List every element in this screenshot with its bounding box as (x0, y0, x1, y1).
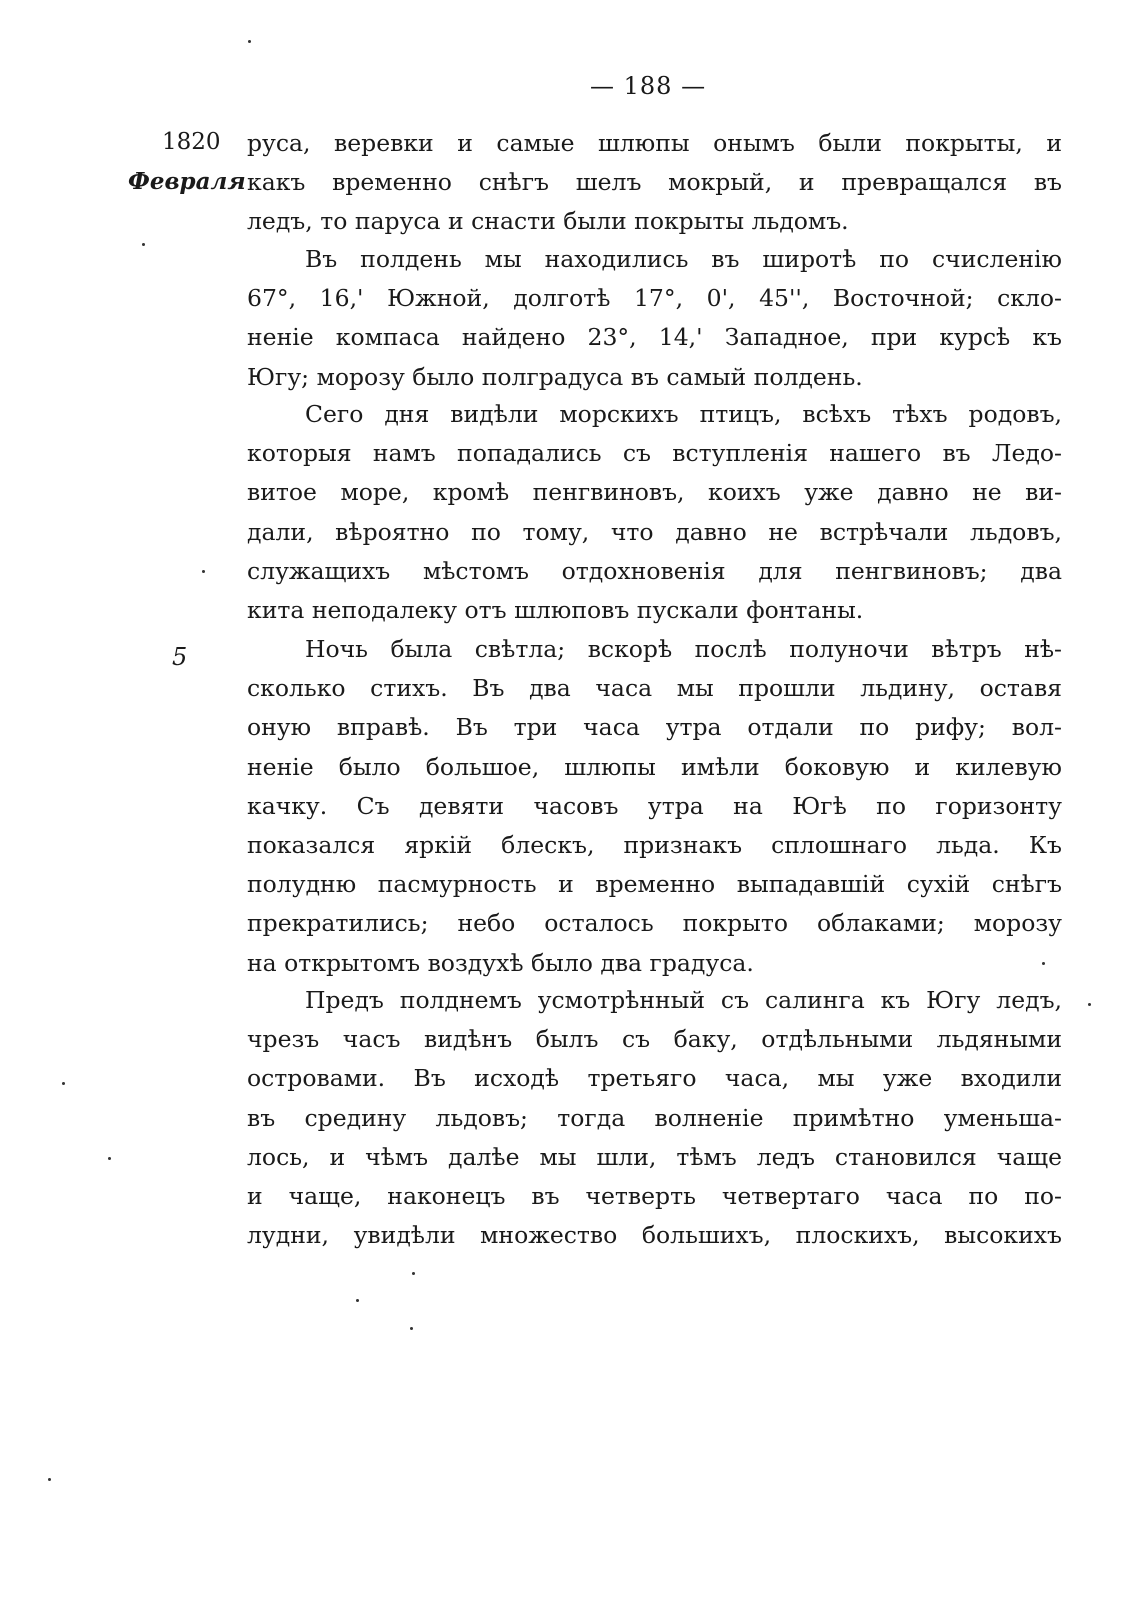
text-line: лудни, увидѣли множество большихъ, плоскихъ, высокихъ (247, 1221, 1062, 1250)
text-line: и чаще, наконецъ въ четверть четвертаго часа по по- (247, 1181, 1062, 1210)
text-line: показался яркій блескъ, признакъ сплошнаго льда. Къ (247, 830, 1062, 859)
text-line: Сего дня видѣли морскихъ птицъ, всѣхъ тѣхъ родовъ, (305, 400, 1062, 428)
text-line: оную вправѣ. Въ три часа утра отдали по рифу; вол- (247, 713, 1062, 742)
text-line: качку. Съ девяти часовъ утра на Югѣ по горизонту (247, 791, 1062, 820)
text-line: полудню пасмурность и временно выпадавшій сухій снѣгъ (247, 870, 1062, 899)
margin-day-number: 5 (172, 643, 188, 671)
text-line: кита неподалеку отъ шлюповъ пускали фонтаны. (247, 595, 864, 624)
scan-speck (48, 1478, 51, 1481)
scan-speck (1042, 962, 1045, 965)
text-line: Югу; морозу было полградуса въ самый полдень. (247, 362, 863, 391)
text-line: лось, и чѣмъ далѣе мы шли, тѣмъ ледъ становился чаще (247, 1142, 1062, 1171)
text-line: на открытомъ воздухѣ было два градуса. (247, 948, 754, 977)
paragraph-1 (247, 124, 1062, 242)
text-line: неніе компаса найдено 23°, 14,' Западное, при курсѣ къ (247, 323, 1062, 352)
text-line: Ночь была свѣтла; вскорѣ послѣ полуночи вѣтръ нѣ- (305, 635, 1062, 663)
paragraph-5 (247, 981, 1062, 1255)
text-line: островами. Въ исходѣ третьяго часа, мы уже входили (247, 1064, 1062, 1093)
text-line: неніе было большое, шлюпы имѣли боковую и килевую (247, 752, 1062, 781)
text-line: Предъ полднемъ усмотрѣнный съ салинга къ Югу ледъ, (305, 986, 1062, 1014)
margin-month: Февраля (128, 168, 246, 195)
text-line: въ средину льдовъ; тогда волненіе примѣтно уменьша- (247, 1103, 1062, 1132)
text-line: руса, веревки и самые шлюпы онымъ были покрыты, и (247, 129, 1062, 157)
text-line: Въ полдень мы находились въ широтѣ по счисленію (305, 245, 1062, 273)
text-line: сколько стихъ. Въ два часа мы прошли льдину, оставя (247, 674, 1062, 703)
text-line: витое море, кромѣ пенгвиновъ, коихъ уже давно не ви- (247, 478, 1062, 507)
scan-speck (62, 1082, 65, 1085)
scan-speck (356, 1299, 359, 1302)
scan-speck (410, 1327, 413, 1330)
paragraph-4 (247, 630, 1062, 983)
paragraph-3 (247, 395, 1062, 630)
text-line: дали, вѣроятно по тому, что давно не встрѣчали льдовъ, (247, 517, 1062, 546)
text-line: ледъ, то паруса и снасти были покрыты льдомъ. (247, 207, 849, 236)
scan-speck (412, 1272, 415, 1275)
scan-speck (108, 1157, 111, 1160)
text-line: какъ временно снѣгъ шелъ мокрый, и превращался въ (247, 168, 1062, 197)
text-line: прекратились; небо осталось покрыто облаками; морозу (247, 909, 1062, 938)
page-number: — 188 — (590, 72, 707, 100)
scan-speck (142, 243, 145, 246)
margin-year: 1820 (162, 129, 221, 155)
scan-speck (248, 40, 251, 43)
paragraph-2 (247, 240, 1062, 397)
scan-speck (1088, 1003, 1091, 1006)
text-line: которыя намъ попадались съ вступленія нашего въ Ледо- (247, 439, 1062, 468)
text-line: 67°, 16,' Южной, долготѣ 17°, 0', 45'', Восточной; скло- (247, 284, 1062, 313)
text-line: чрезъ часъ видѣнъ былъ съ баку, отдѣльными льдяными (247, 1025, 1062, 1054)
scan-speck (202, 570, 205, 573)
text-line: служащихъ мѣстомъ отдохновенія для пенгвиновъ; два (247, 556, 1062, 585)
